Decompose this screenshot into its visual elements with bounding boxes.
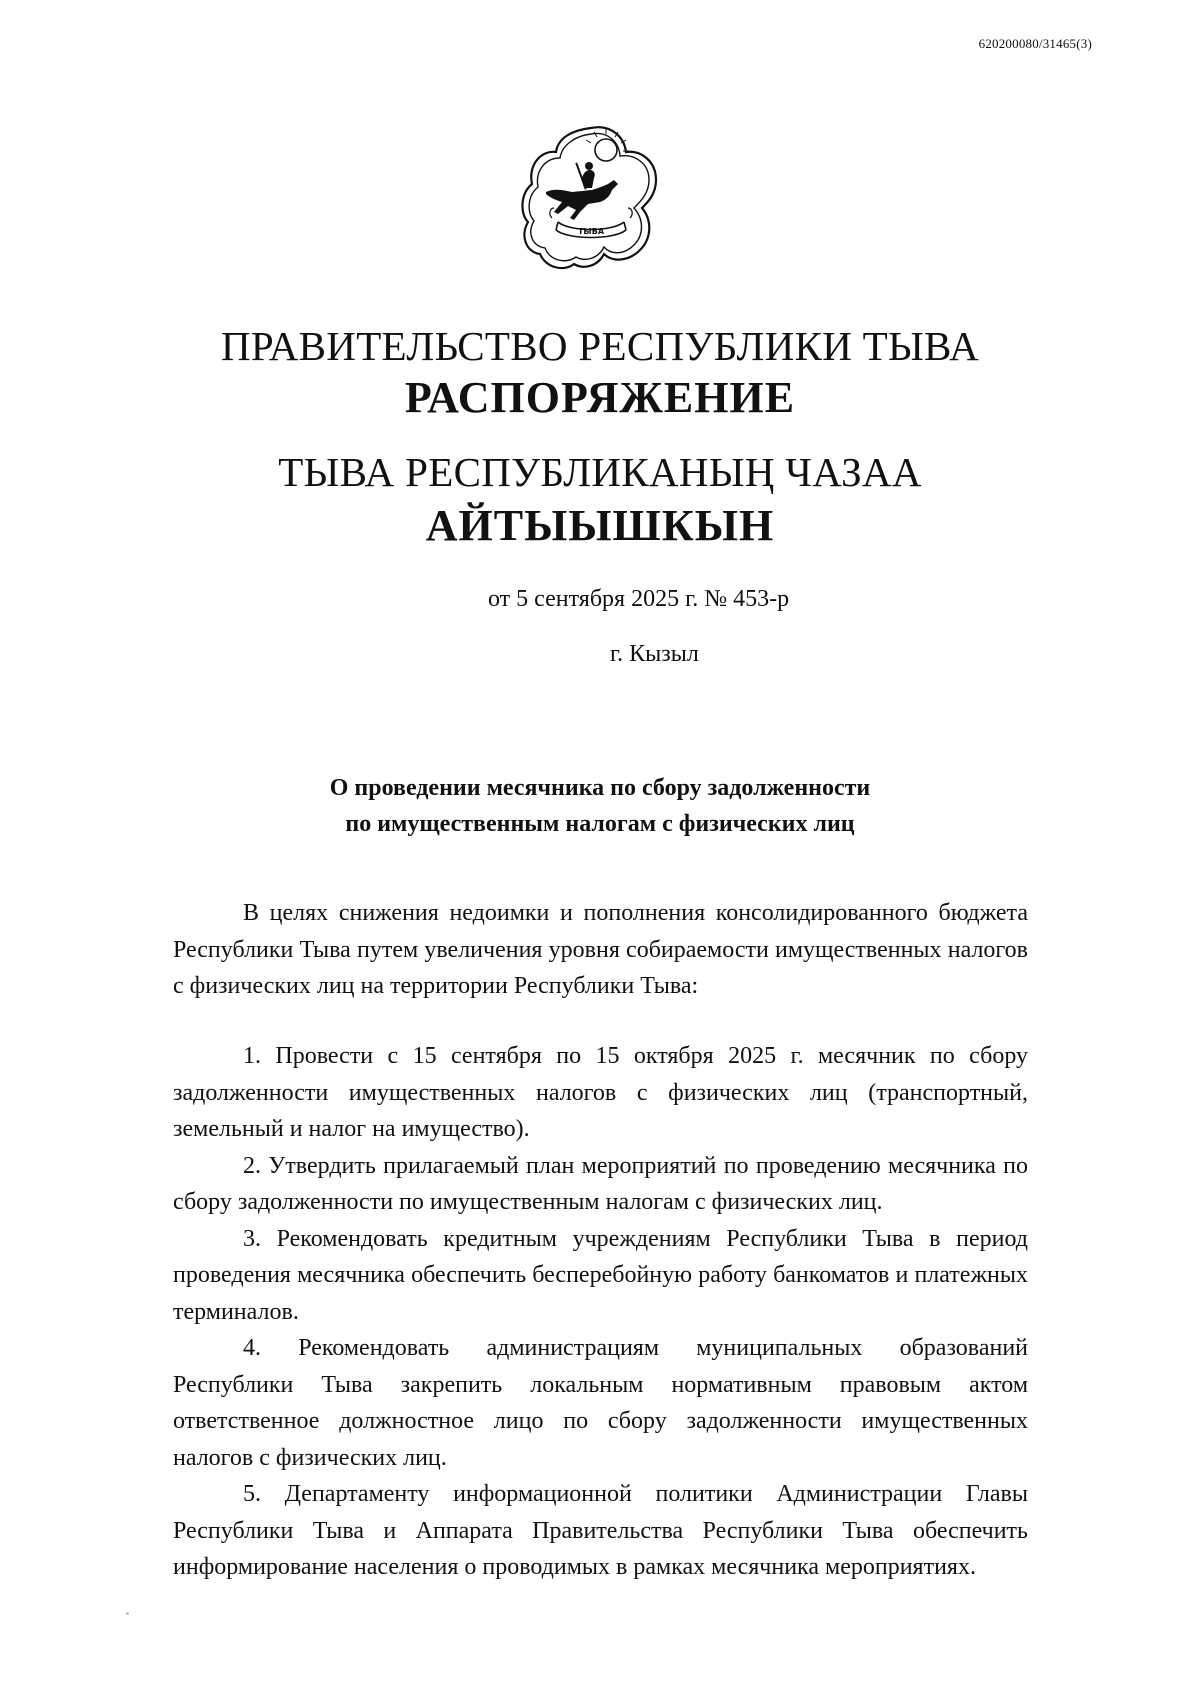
government-name-ru: ПРАВИТЕЛЬСТВО РЕСПУБЛИКИ ТЫВА [220, 323, 980, 369]
order-type-tyv: АЙТЫЫШКЫН [425, 501, 775, 550]
government-name-tyv: ТЫВА РЕСПУБЛИКАНЫҢ ЧАЗАА [278, 449, 922, 495]
order-items [173, 1038, 1028, 1586]
order-item: 5. Департаменту информационной политики Администрации Главы Республики Тыва и Аппарата Правительства Республики Тыва обеспечить информирование населения о проводимых в рамках месячника мероприятиях. [173, 1481, 1028, 1580]
tuva-emblem-icon [518, 122, 664, 278]
order-item: 4. Рекомендовать администрациям муниципальных образований Республики Тыва закрепить локальным нормативным правовым актом ответственное должностное лицо по сбору задолженности имущественных налогов с физических лиц. [173, 1335, 1028, 1471]
scan-dot [126, 1612, 129, 1615]
order-title-line: по имущественным налогам с физических лиц [345, 811, 855, 837]
order-item: 2. Утвердить прилагаемый план мероприятий по проведению месячника по сбору задолженности по имущественным налогам с физических лиц. [173, 1152, 1028, 1215]
order-item: 1. Провести с 15 сентября по 15 октября 2025 г. месячник по сбору задолженности имущественных налогов с физических лиц (транспортный, земельный и налог на имущество). [173, 1043, 1028, 1142]
emblem-ribbon-text: ТЫВА [577, 227, 605, 236]
document-code: 620200080/31465(3) [978, 36, 1092, 51]
order-item: 3. Рекомендовать кредитным учреждениям Республики Тыва в период проведения месячника обеспечить бесперебойную работу банкоматов и платежных терминалов. [173, 1225, 1028, 1325]
preamble [173, 895, 1028, 1005]
order-title-line: О проведении месячника по сбору задолженности [329, 775, 871, 801]
order-city: г. Кызыл [610, 641, 699, 667]
order-title [0, 770, 1200, 842]
preamble-paragraph: В целях снижения недоимки и пополнения консолидированного бюджета Республики Тыва путем увеличения уровня собираемости имущественных налогов с физических лиц на территории Республики Тыва: [173, 900, 1028, 999]
order-type-ru: РАСПОРЯЖЕНИЕ [404, 373, 796, 422]
order-date-number: от 5 сентября 2025 г. № 453-р [488, 586, 790, 612]
